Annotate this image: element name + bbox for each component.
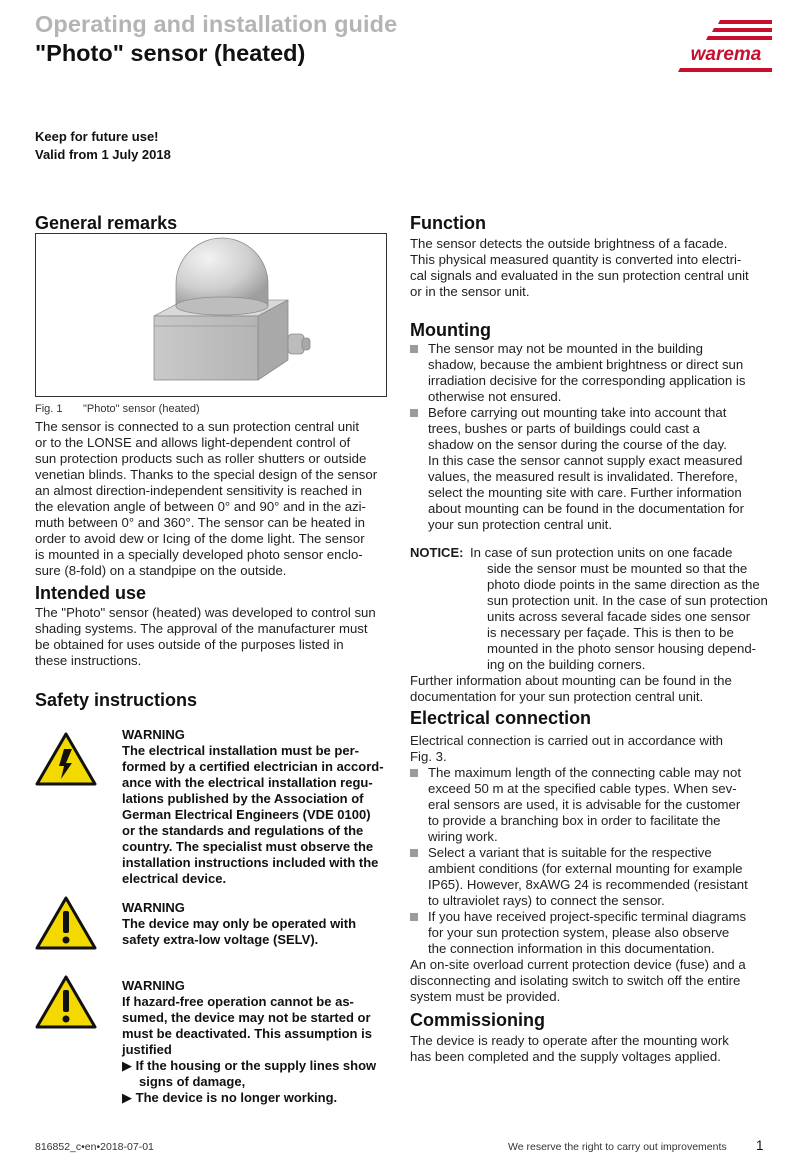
text-line: otherwise not ensured. [428,389,562,404]
text-line: The sensor detects the outside brightness of a facade. [410,236,728,251]
text-line: to ultraviolet rays) to connect the sensor. [428,893,665,908]
text-line: venetian blinds. Thanks to the special design of the sensor [35,467,378,482]
text-line: The maximum length of the connecting cable may not [428,765,742,780]
figure-caption [35,403,200,415]
text-line: or in the sensor unit. [410,284,530,299]
electrical-list [428,765,748,957]
text-line: is mounted in a specially developed photo sensor enclo- [35,547,363,562]
text-line: sun protection products such as roller shutters or outside [35,451,367,466]
text-line: In case of sun protection units on one facade [470,545,733,560]
text-line: these instructions. [35,653,142,668]
arrow-icon: ▶ [122,1090,132,1105]
page-number: 1 [756,1138,764,1153]
notice-text [470,545,768,673]
warning-line: installation instructions included with the [122,855,379,870]
text-line: The "Photo" sensor (heated) was developed to control sun [35,605,376,620]
text-line: cal signals and evaluated in the sun protection central unit [410,268,749,283]
intended-use-text [35,605,376,669]
arrow-list-item [122,1058,376,1074]
text-line: The sensor is connected to a sun protection central unit [35,419,360,434]
warning-line: lations published by the Association of [122,791,364,806]
text-line: irradiation decisive for the corresponding application is [428,373,746,388]
commissioning-text [410,1033,729,1065]
text-line: wiring work. [428,829,498,844]
arrow-list-item-cont: signs of damage, [139,1074,246,1089]
text-line: has been completed and the supply voltages applied. [410,1049,721,1064]
function-heading: Function [410,213,486,233]
text-line: shading systems. The approval of the manufacturer must [35,621,368,636]
text-line: Select a variant that is suitable for the respective [428,845,712,860]
warning-block-selv [122,900,356,948]
text-line: or to the LONSE and allows light-dependent control of [35,435,351,450]
list-item [428,845,748,909]
figure-1 [35,233,387,397]
text-line: eral sensors are used, it is advisable for the customer [428,797,741,812]
warning-line: must be deactivated. This assumption is [122,1026,372,1041]
list-item [428,341,745,405]
warema-logo [676,16,776,78]
text-line: shadow on the sensor during the course of the day. [428,437,727,452]
warning-label: WARNING [122,978,185,993]
text-line: units across several facade sides one sensor [487,609,751,624]
text-line: select the mounting site with care. Further information [428,485,742,500]
warning-block-hazard-free [122,978,376,1106]
bullet-square-icon [410,913,418,921]
commissioning-heading: Commissioning [410,1010,546,1030]
function-text [410,236,749,300]
text-line: system must be provided. [410,989,561,1004]
text-line: shadow, because the ambient brightness or direct sun [428,357,744,372]
warning-line: electrical device. [122,871,227,886]
text-line: If you have received project-specific terminal diagrams [428,909,747,924]
general-remarks-heading: General remarks [35,213,178,233]
text-line: is necessary per façade. This is then to be [487,625,734,640]
reserve-note: We reserve the right to carry out improvements [508,1141,727,1153]
warning-line: justified [122,1042,172,1057]
text-line: sun protection unit. In the case of sun protection [487,593,768,608]
text-line: about mounting can be found in the documentation for [428,501,744,516]
keep-line: Keep for future use! [35,129,159,144]
text-line: The device is ready to operate after the mounting work [410,1033,729,1048]
bullet-square-icon [410,345,418,353]
text-line: muth between 0° and 360°. The sensor can be heated in [35,515,365,530]
warning-label: WARNING [122,727,185,742]
safety-instructions-heading: Safety instructions [35,690,198,710]
warning-line: safety extra-low voltage (SELV). [122,932,319,947]
text-line: sure (8-fold) on a standpipe on the outside. [35,563,287,578]
text-line: The sensor may not be mounted in the building [428,341,703,356]
general-remarks-text [35,419,377,579]
arrow-list-item [122,1090,376,1106]
arrow-item-text: The device is no longer working. [135,1090,338,1105]
text-line: Fig. 3. [410,749,447,764]
mounting-heading: Mounting [410,320,491,340]
warning-line: German Electrical Engineers (VDE 0100) [122,807,371,822]
valid-line: Valid from 1 July 2018 [35,147,171,162]
text-line: mounted in the photo sensor housing depend- [487,641,757,656]
electrical-intro [410,733,723,765]
warning-block-electrical [122,727,384,887]
figure-number: Fig. 1 [35,403,63,415]
list-item [428,405,745,533]
keep-notice [35,128,171,164]
warning-line: sumed, the device may not be started or [122,1010,371,1025]
mounting-further-info [410,673,732,705]
general-warning-icon [34,974,98,1030]
bullet-square-icon [410,849,418,857]
document-id: 816852_c•en•2018-07-01 [35,1141,154,1153]
warning-line: country. The specialist must observe the [122,839,374,854]
list-item [428,909,748,957]
warning-line: If hazard-free operation cannot be as- [122,994,354,1009]
warning-line: The device may only be operated with [122,916,357,931]
electrical-outro [410,957,746,1005]
text-line: be obtained for uses outside of the purposes listed in [35,637,344,652]
text-line: An on-site overload current protection device (fuse) and a [410,957,746,972]
warning-line: formed by a certified electrician in accord- [122,759,384,774]
bullet-square-icon [410,769,418,777]
text-line: to provide a branching box in order to facilitate the [428,813,721,828]
text-line: for your sun protection system, please also observe [428,925,730,940]
text-line: Further information about mounting can be found in the [410,673,732,688]
text-line: exceed 50 m at the specified cable types. When sev- [428,781,737,796]
text-line: In this case the sensor cannot supply exact measured [428,453,743,468]
text-line: order to avoid dew or Icing of the dome light. The sensor [35,531,365,546]
text-line: your sun protection central unit. [428,517,612,532]
text-line: the connection information in this documentation. [428,941,715,956]
intended-use-heading: Intended use [35,583,147,603]
text-line: an almost direction-independent sensitivity is reached in [35,483,362,498]
text-line: photo diode points in the same direction as the [487,577,760,592]
notice-label: NOTICE: [410,545,464,560]
text-line: documentation for your sun protection central unit. [410,689,704,704]
text-line: disconnecting and isolating switch to switch off the entire [410,973,741,988]
text-line: ing on the building corners. [487,657,646,672]
bullet-square-icon [410,409,418,417]
photo-sensor-illustration [36,234,386,396]
text-line: ambient conditions (for external mounting for example [428,861,743,876]
warning-line: or the standards and regulations of the [122,823,364,838]
list-item [428,765,748,845]
text-line: values, the measured result is invalidated. Therefore, [428,469,738,484]
text-line: trees, bushes or parts of buildings could cast a [428,421,700,436]
text-line: side the sensor must be mounted so that the [487,561,748,576]
logo-text: warema [690,44,762,65]
guide-title: Operating and installation guide [35,11,398,37]
text-line: Electrical connection is carried out in accordance with [410,733,723,748]
arrow-icon: ▶ [122,1058,132,1073]
product-title: "Photo" sensor (heated) [35,40,306,66]
mounting-list [428,341,745,533]
figure-caption-text: "Photo" sensor (heated) [83,403,200,415]
text-line: the elevation angle of between 0° and 90° and in the azi- [35,499,366,514]
text-line: This physical measured quantity is converted into electri- [410,252,742,267]
warning-line: The electrical installation must be per- [122,743,359,758]
text-line: IP65). However, 8xAWG 24 is recommended (resistant [428,877,748,892]
warning-line: ance with the electrical installation regu- [122,775,373,790]
general-warning-icon [34,895,98,951]
warning-label: WARNING [122,900,185,915]
electric-hazard-icon [34,731,98,787]
electrical-connection-heading: Electrical connection [410,708,592,728]
arrow-item-text: If the housing or the supply lines show [135,1058,377,1073]
text-line: Before carrying out mounting take into account that [428,405,727,420]
